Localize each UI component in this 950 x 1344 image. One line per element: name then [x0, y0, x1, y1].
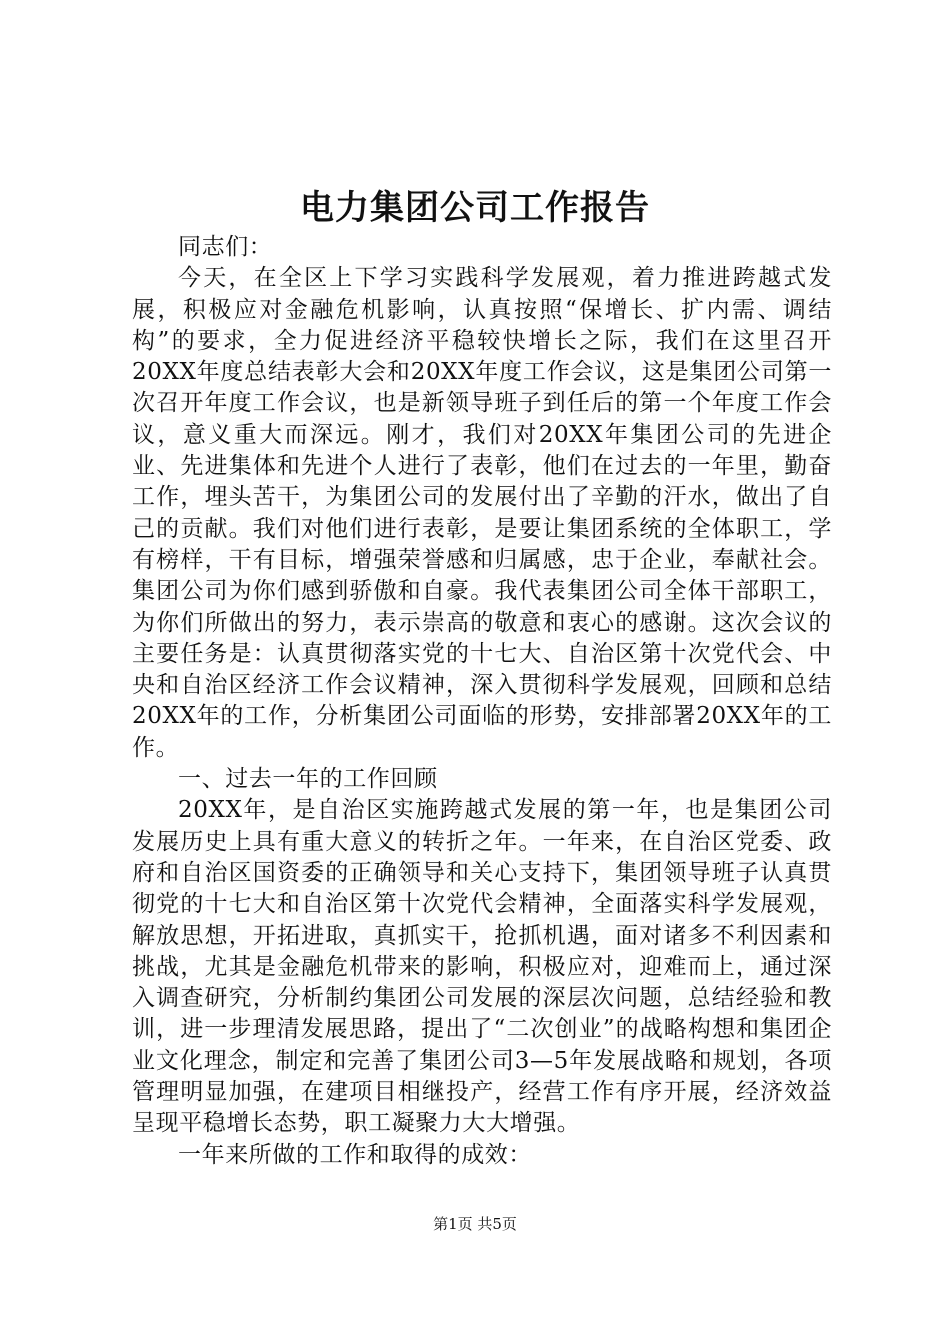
page-footer: 第1页 共5页 — [433, 1215, 517, 1233]
body-paragraph-intro: 今天，在全区上下学习实践科学发展观，着力推进跨越式发展，积极应对金融危机影响，认真按照“保增长、扩内需、调结构”的要求，全力促进经济平稳较快增长之际，我们在这里召开20XX年度总结表彰大会和20XX年度工作会议，这是集团公司第一次召开年度工作会议，也是新领导班子到任后的第一个年度工作会议，意义重大而深远。刚才，我们对20XX年集团公司的先进企业、先进集体和先进个人进行了表彰，他们在过去的一年里，勤奋工作，埋头苦干，为集团公司的发展付出了辛勤的汗水，做出了自己的贡献。我们对他们进行表彰，是要让集团系统的全体职工，学有榜样，干有目标，增强荣誉感和归属感，忠于企业，奉献社会。集团公司为你们感到骄傲和自豪。我代表集团公司全体干部职工，为你们所做出的努力，表示崇高的敬意和衷心的感谢。这次会议的主要任务是：认真贯彻落实党的十七大、自治区第十次党代会、中央和自治区经济工作会议精神，深入贯彻科学发展观，回顾和总结20XX年的工作，分析集团公司面临的形势，安排部署20XX年的工作。 — [132, 265, 832, 761]
body-paragraph-review: 20XX年，是自治区实施跨越式发展的第一年，也是集团公司发展历史上具有重大意义的转折之年。一年来，在自治区党委、政府和自治区国资委的正确领导和关心支持下，集团领导班子认真贯彻党的十七大和自治区第十次党代会精神，全面落实科学发展观，解放思想，开拓进取，真抓实干，抢抓机遇，面对诸多不利因素和挑战，尤其是金融危机带来的影响，积极应对，迎难而上，通过深入调查研究，分析制约集团公司发展的深层次问题，总结经验和教训，进一步理清发展思路，提出了“二次创业”的战略构想和集团企业文化理念，制定和完善了集团公司3—5年发展战略和规划，各项管理明显加强，在建项目相继投产，经营工作有序开展，经济效益呈现平稳增长态势，职工凝聚力大大增强。 — [132, 797, 832, 1137]
salutation: 同志们： — [178, 234, 273, 260]
document-title: 电力集团公司工作报告 — [300, 188, 650, 228]
document-body — [132, 232, 832, 1171]
body-paragraph-achievements-lead: 一年来所做的工作和取得的成效： — [178, 1141, 532, 1168]
section-heading: 一、过去一年的工作回顾 — [178, 766, 438, 793]
